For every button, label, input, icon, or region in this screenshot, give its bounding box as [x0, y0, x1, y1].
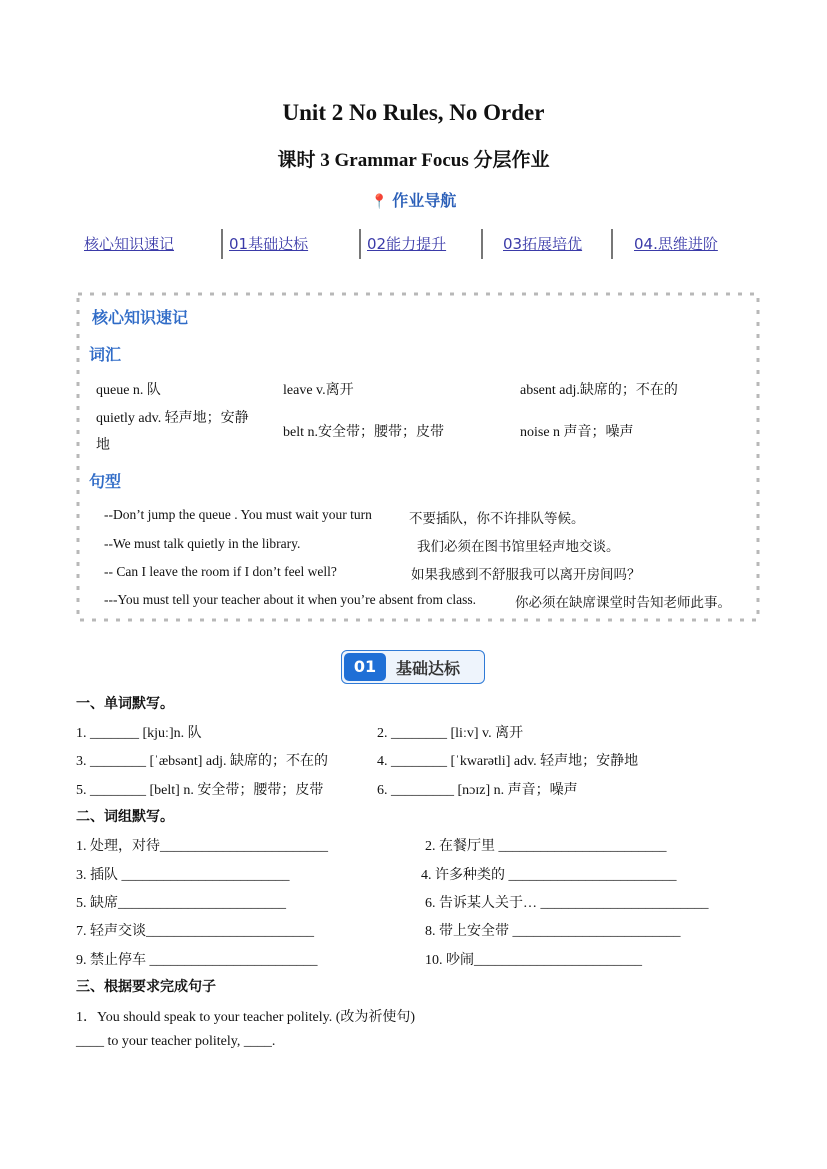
sentence-zh: 你必须在缺席课堂时告知老师此事。 — [515, 595, 731, 610]
question-item: 6. _________ [nɔɪz] n. 声音；噪声 — [377, 783, 578, 798]
question-item: 4. 许多种类的 ________________________ — [421, 868, 677, 883]
nav-divider — [221, 229, 223, 259]
nav-title — [0, 188, 827, 211]
question-item: 5. ________ [belt] n. 安全带；腰带；皮带 — [76, 783, 324, 798]
nav-divider — [359, 229, 361, 259]
nav-link-basic[interactable]: 01基础达标 — [229, 235, 309, 253]
nav-divider — [611, 229, 613, 259]
page-title: Unit 2 No Rules, No Order — [282, 100, 545, 125]
sentence-en: ---You must tell your teacher about it when you’re absent from class. — [104, 592, 477, 607]
question-item: 8. 带上安全带 ________________________ — [425, 924, 681, 939]
question-item: 4. ________ [ˈkwarətli] adv. 轻声地；安静地 — [377, 754, 639, 769]
question-item: 2. 在餐厅里 ________________________ — [425, 839, 667, 854]
sentence-zh: 不要插队，你不许排队等候。 — [409, 511, 585, 526]
part3-title: 三、根据要求完成句子 — [76, 979, 216, 995]
section-badge-label: 基础达标 — [396, 659, 461, 678]
vocab-item: leave v.离开 — [283, 383, 354, 398]
question-item: 1. _______ [kjuː]n. 队 — [76, 726, 202, 741]
question-item: 3. ________ [ˈæbsənt] adj. 缺席的；不在的 — [76, 754, 328, 769]
vocab-item: belt n.安全带；腰带；皮带 — [283, 425, 444, 440]
nav-divider — [481, 229, 483, 259]
location-pin-icon: 📍 — [370, 195, 389, 210]
question-item: 1. 处理，对待________________________ — [76, 839, 328, 854]
sentence-en: --We must talk quietly in the library. — [104, 536, 301, 551]
sentence-zh: 如果我感到不舒服我可以离开房间吗？ — [411, 567, 641, 582]
vocab-item: noise n 声音；噪声 — [520, 425, 634, 440]
sentence-en: -- Can I leave the room if I don’t feel well? — [104, 564, 337, 579]
nav-title-text: 作业导航 — [392, 193, 457, 210]
part1-title: 一、单词默写。 — [76, 696, 174, 712]
answer-line: ____ to your teacher politely, ____. — [76, 1034, 276, 1049]
vocab-item: quietly adv. 轻声地；安静 — [96, 411, 249, 426]
vocab-item-wrap: 地 — [96, 438, 110, 453]
question-item: 3. 插队 ________________________ — [76, 868, 290, 883]
question-item: 5. 缺席________________________ — [76, 896, 286, 911]
page-subtitle: 课时 3 Grammar Focus 分层作业 — [277, 150, 550, 171]
sentence-en: --Don’t jump the queue . You must wait your turn — [104, 507, 372, 522]
vocab-item: absent adj.缺席的；不在的 — [520, 383, 678, 398]
nav-link-knowledge[interactable]: 核心知识速记 — [84, 235, 175, 253]
question-item: 6. 告诉某人关于… ________________________ — [425, 896, 709, 911]
sentence-heading: 句型 — [89, 472, 122, 491]
sentence-zh: 我们必须在图书馆里轻声地交谈。 — [417, 539, 620, 554]
section-badge-number: 01 — [344, 653, 386, 681]
vocab-heading: 词汇 — [89, 345, 122, 364]
question-item: 2. ________ [liːv] v. 离开 — [377, 726, 524, 741]
question-item: 7. 轻声交谈________________________ — [76, 924, 314, 939]
question-item: 1．You should speak to your teacher politely. (改为祈使句) — [76, 1010, 416, 1025]
nav-link-ability[interactable]: 02能力提升 — [367, 235, 447, 253]
nav-link-thinking[interactable]: 04.思维进阶 — [634, 235, 718, 253]
question-item: 10. 吵闹________________________ — [425, 953, 642, 968]
nav-link-extension[interactable]: 03拓展培优 — [503, 235, 583, 253]
section-badge — [341, 650, 485, 684]
vocab-item: queue n. 队 — [96, 383, 161, 398]
part2-title: 二、词组默写。 — [76, 809, 174, 825]
question-item: 9. 禁止停车 ________________________ — [76, 953, 318, 968]
knowledge-heading: 核心知识速记 — [92, 308, 189, 327]
